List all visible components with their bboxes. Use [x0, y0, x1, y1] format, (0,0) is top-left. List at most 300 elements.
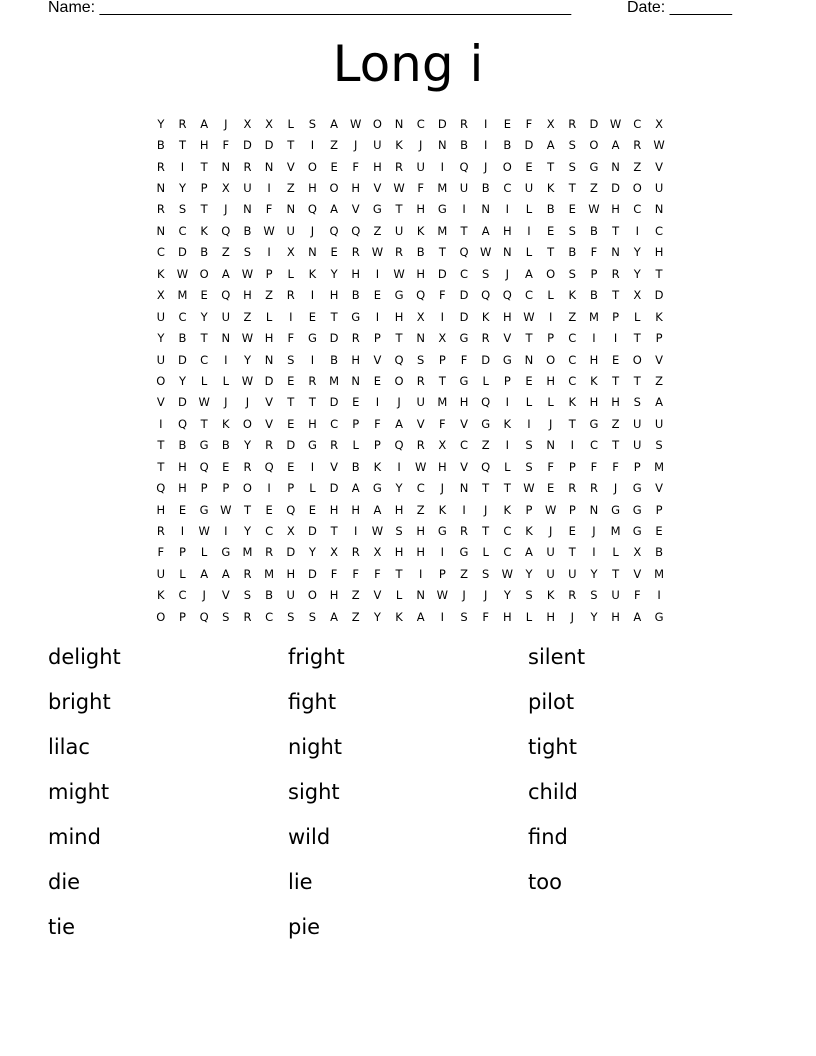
grid-letter: C	[178, 588, 187, 603]
grid-letter: M	[264, 566, 275, 581]
word-list-item: tight	[528, 735, 577, 759]
grid-letter: X	[416, 309, 425, 324]
grid-row	[150, 306, 670, 327]
grid-letter: F	[612, 459, 619, 474]
grid-letter: P	[373, 438, 381, 453]
word-list-item: child	[528, 780, 578, 804]
grid-letter: Q	[459, 159, 469, 174]
grid-letter: J	[245, 395, 250, 410]
grid-letter: W	[241, 266, 254, 281]
grid-letter: P	[200, 481, 208, 496]
grid-letter: A	[330, 609, 339, 624]
grid-letter: Y	[178, 373, 186, 388]
grid-letter: T	[157, 438, 165, 453]
grid-letter: Z	[330, 138, 339, 153]
grid-letter: E	[568, 202, 576, 217]
grid-letter: U	[654, 181, 664, 196]
grid-letter: F	[352, 566, 360, 581]
word-list-item: might	[48, 780, 110, 804]
grid-letter: L	[200, 373, 208, 388]
grid-letter: Y	[243, 352, 251, 367]
grid-letter: V	[265, 395, 274, 410]
word-list-item: silent	[528, 645, 586, 669]
grid-letter: B	[178, 438, 187, 453]
grid-letter: A	[655, 395, 663, 410]
word-list-item: too	[528, 870, 562, 894]
grid-letter: T	[200, 159, 208, 174]
grid-letter: A	[525, 545, 533, 560]
grid-letter: N	[459, 481, 469, 496]
word-list-item: pie	[288, 915, 321, 939]
grid-letter: K	[395, 138, 403, 153]
grid-letter: I	[462, 502, 466, 517]
grid-letter: I	[267, 181, 271, 196]
grid-letter: H	[329, 588, 339, 603]
grid-letter: C	[416, 481, 425, 496]
grid-letter: J	[462, 588, 466, 603]
grid-row	[150, 392, 670, 413]
grid-letter: P	[655, 502, 663, 517]
grid-letter: Q	[481, 459, 491, 474]
word-list-item: lie	[288, 870, 313, 894]
grid-letter: S	[568, 266, 576, 281]
grid-letter: A	[611, 138, 620, 153]
grid-letter: K	[568, 288, 577, 303]
grid-letter: F	[525, 116, 533, 131]
grid-letter: X	[438, 331, 447, 346]
grid-letter: R	[568, 588, 577, 603]
grid-letter: Q	[416, 288, 426, 303]
grid-row	[150, 585, 670, 606]
grid-row	[150, 156, 670, 177]
grid-letter: R	[351, 245, 360, 260]
grid-letter: W	[501, 566, 514, 581]
grid-letter: H	[546, 373, 555, 388]
grid-letter: Y	[633, 266, 641, 281]
grid-letter: L	[547, 395, 554, 410]
grid-letter: W	[263, 223, 275, 238]
grid-letter: O	[307, 588, 317, 603]
grid-letter: N	[243, 202, 252, 217]
grid-letter: I	[483, 116, 488, 131]
grid-letter: I	[224, 524, 228, 539]
grid-letter: F	[374, 566, 381, 581]
grid-row	[150, 520, 670, 541]
grid-letter: R	[265, 438, 274, 453]
grid-row	[150, 477, 670, 498]
grid-letter: V	[351, 202, 360, 217]
grid-letter: G	[632, 524, 642, 539]
grid-letter: C	[330, 416, 339, 431]
grid-letter: I	[440, 609, 445, 624]
grid-letter: I	[310, 138, 315, 153]
grid-letter: G	[199, 502, 209, 517]
grid-row	[150, 563, 670, 584]
grid-letter: U	[416, 159, 425, 174]
grid-row	[150, 456, 670, 477]
grid-letter: I	[440, 309, 445, 324]
grid-letter: E	[373, 373, 382, 388]
grid-letter: R	[460, 116, 469, 131]
grid-letter: Z	[351, 609, 360, 624]
grid-letter: I	[375, 309, 380, 324]
grid-letter: A	[481, 223, 490, 238]
grid-letter: D	[481, 352, 491, 367]
grid-letter: W	[523, 309, 535, 324]
grid-letter: S	[417, 352, 425, 367]
grid-letter: J	[483, 588, 488, 603]
grid-letter: T	[612, 288, 620, 303]
grid-letter: L	[287, 116, 294, 131]
grid-letter: A	[395, 416, 403, 431]
word-list-item: mind	[48, 825, 101, 849]
grid-row	[150, 199, 670, 220]
grid-letter: R	[589, 481, 598, 496]
grid-letter: T	[157, 459, 165, 474]
grid-letter: C	[568, 373, 577, 388]
grid-letter: U	[221, 309, 230, 324]
grid-letter: T	[178, 138, 186, 153]
grid-letter: D	[264, 373, 274, 388]
grid-letter: C	[200, 352, 209, 367]
grid-letter: U	[654, 416, 664, 431]
grid-letter: G	[437, 524, 447, 539]
grid-letter: S	[482, 566, 490, 581]
grid-letter: E	[178, 502, 187, 517]
grid-letter: P	[590, 266, 598, 281]
grid-letter: I	[592, 331, 596, 346]
grid-letter: G	[481, 416, 491, 431]
word-search-grid	[150, 113, 670, 628]
grid-letter: H	[178, 459, 187, 474]
grid-letter: Z	[351, 588, 360, 603]
grid-letter: T	[655, 266, 663, 281]
grid-letter: W	[241, 331, 254, 346]
grid-letter: C	[416, 116, 425, 131]
grid-letter: E	[525, 159, 533, 174]
grid-letter: I	[657, 588, 661, 603]
grid-letter: N	[351, 373, 361, 388]
grid-letter: R	[243, 566, 252, 581]
grid-letter: S	[460, 609, 468, 624]
grid-letter: H	[589, 352, 599, 367]
grid-letter: Z	[633, 159, 642, 174]
grid-letter: P	[179, 545, 186, 560]
word-list-item: find	[528, 825, 568, 849]
grid-letter: T	[547, 159, 555, 174]
grid-letter: J	[419, 138, 423, 153]
grid-letter: C	[568, 352, 577, 367]
grid-letter: N	[546, 438, 555, 453]
grid-letter: E	[308, 309, 317, 324]
grid-letter: F	[352, 159, 360, 174]
grid-letter: H	[329, 502, 339, 517]
grid-letter: V	[655, 481, 663, 496]
grid-letter: C	[568, 331, 577, 346]
grid-letter: I	[267, 481, 271, 496]
grid-letter: H	[394, 545, 404, 560]
grid-letter: U	[394, 223, 404, 238]
grid-letter: J	[548, 524, 553, 539]
grid-letter: U	[416, 395, 425, 410]
grid-letter: I	[159, 416, 163, 431]
grid-letter: S	[525, 459, 533, 474]
grid-letter: B	[416, 245, 425, 260]
grid-letter: Z	[655, 373, 663, 388]
grid-letter: O	[372, 116, 382, 131]
word-list-item: pilot	[528, 690, 575, 714]
grid-letter: C	[524, 288, 533, 303]
grid-letter: Z	[373, 223, 382, 238]
grid-letter: W	[220, 502, 232, 517]
grid-letter: K	[200, 223, 208, 238]
grid-letter: R	[243, 159, 252, 174]
grid-row	[150, 499, 670, 520]
grid-letter: R	[178, 116, 187, 131]
grid-letter: G	[459, 373, 469, 388]
grid-letter: H	[416, 266, 426, 281]
grid-letter: Y	[525, 566, 533, 581]
grid-letter: T	[612, 566, 620, 581]
grid-letter: F	[222, 138, 230, 153]
grid-letter: B	[503, 138, 512, 153]
grid-letter: T	[482, 481, 490, 496]
grid-letter: V	[373, 181, 382, 196]
grid-letter: S	[568, 159, 576, 174]
grid-letter: U	[611, 588, 620, 603]
grid-letter: B	[655, 545, 663, 560]
grid-letter: O	[632, 352, 642, 367]
grid-letter: X	[243, 116, 252, 131]
grid-letter: N	[221, 159, 231, 174]
grid-letter: D	[178, 395, 187, 410]
grid-letter: H	[503, 309, 512, 324]
word-list-item: tie	[48, 915, 75, 939]
grid-letter: W	[653, 138, 665, 153]
grid-letter: X	[633, 545, 642, 560]
grid-letter: Y	[243, 438, 251, 453]
grid-letter: M	[437, 395, 448, 410]
grid-letter: Q	[459, 245, 469, 260]
grid-row	[150, 327, 670, 348]
grid-letter: T	[287, 138, 295, 153]
grid-letter: H	[308, 416, 317, 431]
grid-letter: G	[437, 202, 447, 217]
grid-letter: X	[373, 545, 382, 560]
grid-letter: T	[503, 481, 511, 496]
grid-letter: P	[503, 373, 511, 388]
grid-letter: D	[307, 524, 317, 539]
grid-letter: J	[613, 481, 618, 496]
grid-letter: P	[568, 459, 576, 474]
grid-letter: V	[373, 352, 382, 367]
grid-letter: P	[265, 266, 273, 281]
grid-letter: P	[373, 331, 381, 346]
grid-letter: V	[221, 588, 230, 603]
grid-letter: W	[588, 202, 600, 217]
grid-letter: D	[178, 352, 187, 367]
grid-letter: U	[546, 545, 555, 560]
grid-letter: G	[632, 502, 642, 517]
grid-letter: D	[329, 395, 339, 410]
grid-letter: R	[611, 266, 620, 281]
grid-letter: R	[481, 331, 490, 346]
grid-letter: U	[156, 352, 166, 367]
grid-letter: K	[590, 373, 598, 388]
grid-letter: W	[436, 588, 449, 603]
grid-letter: H	[308, 181, 317, 196]
grid-letter: K	[525, 524, 533, 539]
grid-letter: E	[330, 245, 338, 260]
grid-letter: E	[308, 502, 317, 517]
grid-letter: P	[525, 502, 533, 517]
grid-letter: T	[547, 245, 555, 260]
grid-letter: A	[351, 481, 360, 496]
grid-letter: L	[525, 395, 533, 410]
grid-letter: X	[265, 116, 274, 131]
date-line: Date: _______	[627, 0, 732, 16]
grid-letter: U	[568, 566, 577, 581]
grid-letter: W	[371, 524, 384, 539]
grid-letter: B	[590, 288, 598, 303]
grid-letter: T	[438, 245, 446, 260]
grid-letter: S	[222, 609, 230, 624]
grid-letter: H	[503, 223, 512, 238]
grid-letter: B	[178, 331, 187, 346]
grid-letter: C	[156, 245, 165, 260]
grid-letter: T	[612, 373, 620, 388]
grid-letter: I	[180, 159, 185, 174]
grid-letter: B	[330, 352, 339, 367]
grid-letter: Q	[177, 416, 188, 431]
grid-letter: O	[242, 416, 252, 431]
grid-letter: H	[394, 309, 404, 324]
grid-letter: S	[482, 266, 490, 281]
grid-letter: K	[481, 309, 490, 324]
grid-letter: W	[479, 245, 492, 260]
grid-letter: C	[655, 223, 664, 238]
grid-letter: G	[394, 288, 404, 303]
word-list-item: fright	[288, 645, 345, 669]
grid-letter: D	[611, 181, 621, 196]
grid-letter: V	[286, 159, 295, 174]
grid-letter: K	[546, 181, 555, 196]
grid-letter: U	[243, 181, 252, 196]
grid-letter: P	[655, 331, 663, 346]
grid-letter: P	[438, 566, 446, 581]
grid-letter: J	[440, 481, 445, 496]
grid-letter: A	[525, 266, 533, 281]
grid-letter: C	[178, 223, 187, 238]
grid-letter: S	[525, 438, 533, 453]
grid-letter: L	[504, 459, 511, 474]
grid-letter: K	[222, 416, 230, 431]
grid-letter: M	[242, 545, 253, 560]
grid-letter: O	[502, 159, 512, 174]
grid-letter: V	[265, 416, 274, 431]
grid-letter: L	[287, 266, 294, 281]
grid-letter: J	[483, 502, 488, 517]
grid-letter: F	[547, 459, 554, 474]
grid-letter: G	[589, 159, 599, 174]
grid-letter: P	[633, 459, 641, 474]
grid-letter: D	[329, 331, 339, 346]
grid-letter: R	[286, 288, 295, 303]
grid-letter: K	[416, 223, 425, 238]
grid-letter: I	[224, 352, 228, 367]
grid-letter: D	[286, 545, 296, 560]
grid-letter: S	[655, 438, 663, 453]
grid-letter: H	[438, 459, 447, 474]
grid-letter: D	[524, 138, 534, 153]
grid-letter: G	[459, 331, 469, 346]
grid-letter: P	[222, 481, 230, 496]
grid-letter: C	[503, 181, 512, 196]
grid-letter: D	[437, 116, 447, 131]
grid-letter: Z	[416, 502, 425, 517]
grid-letter: J	[505, 266, 510, 281]
grid-letter: J	[570, 609, 574, 624]
grid-letter: D	[654, 288, 664, 303]
grid-letter: V	[373, 588, 382, 603]
grid-letter: V	[655, 159, 663, 174]
grid-letter: V	[416, 416, 425, 431]
grid-letter: U	[286, 588, 295, 603]
grid-letter: S	[243, 245, 252, 260]
grid-letter: W	[176, 266, 189, 281]
grid-letter: G	[307, 331, 317, 346]
grid-letter: S	[633, 395, 641, 410]
grid-letter: B	[265, 588, 274, 603]
grid-letter: E	[568, 524, 576, 539]
grid-letter: I	[267, 245, 271, 260]
grid-letter: E	[655, 524, 663, 539]
word-list-item: fight	[288, 690, 337, 714]
grid-letter: G	[632, 481, 642, 496]
grid-letter: S	[178, 202, 187, 217]
grid-letter: Q	[286, 502, 296, 517]
grid-letter: Q	[221, 223, 231, 238]
grid-letter: I	[570, 438, 574, 453]
grid-letter: I	[375, 395, 380, 410]
grid-row	[150, 285, 670, 306]
grid-letter: E	[547, 481, 555, 496]
grid-letter: R	[156, 202, 165, 217]
grid-letter: X	[655, 116, 663, 131]
grid-letter: B	[221, 438, 230, 453]
word-list-item: delight	[48, 645, 121, 669]
grid-letter: G	[199, 438, 209, 453]
grid-letter: C	[633, 116, 642, 131]
grid-letter: E	[352, 395, 360, 410]
grid-letter: I	[440, 545, 445, 560]
grid-letter: I	[462, 202, 466, 217]
grid-letter: T	[525, 331, 533, 346]
grid-letter: Y	[590, 609, 598, 624]
grid-letter: K	[438, 502, 447, 517]
grid-letter: B	[156, 138, 165, 153]
grid-letter: I	[505, 395, 510, 410]
grid-letter: Z	[460, 566, 468, 581]
grid-letter: C	[460, 438, 469, 453]
grid-letter: H	[329, 288, 339, 303]
grid-letter: E	[222, 459, 230, 474]
grid-row	[150, 113, 670, 134]
grid-letter: B	[351, 459, 360, 474]
grid-letter: T	[568, 545, 576, 560]
grid-letter: M	[588, 309, 599, 324]
grid-letter: G	[307, 438, 317, 453]
